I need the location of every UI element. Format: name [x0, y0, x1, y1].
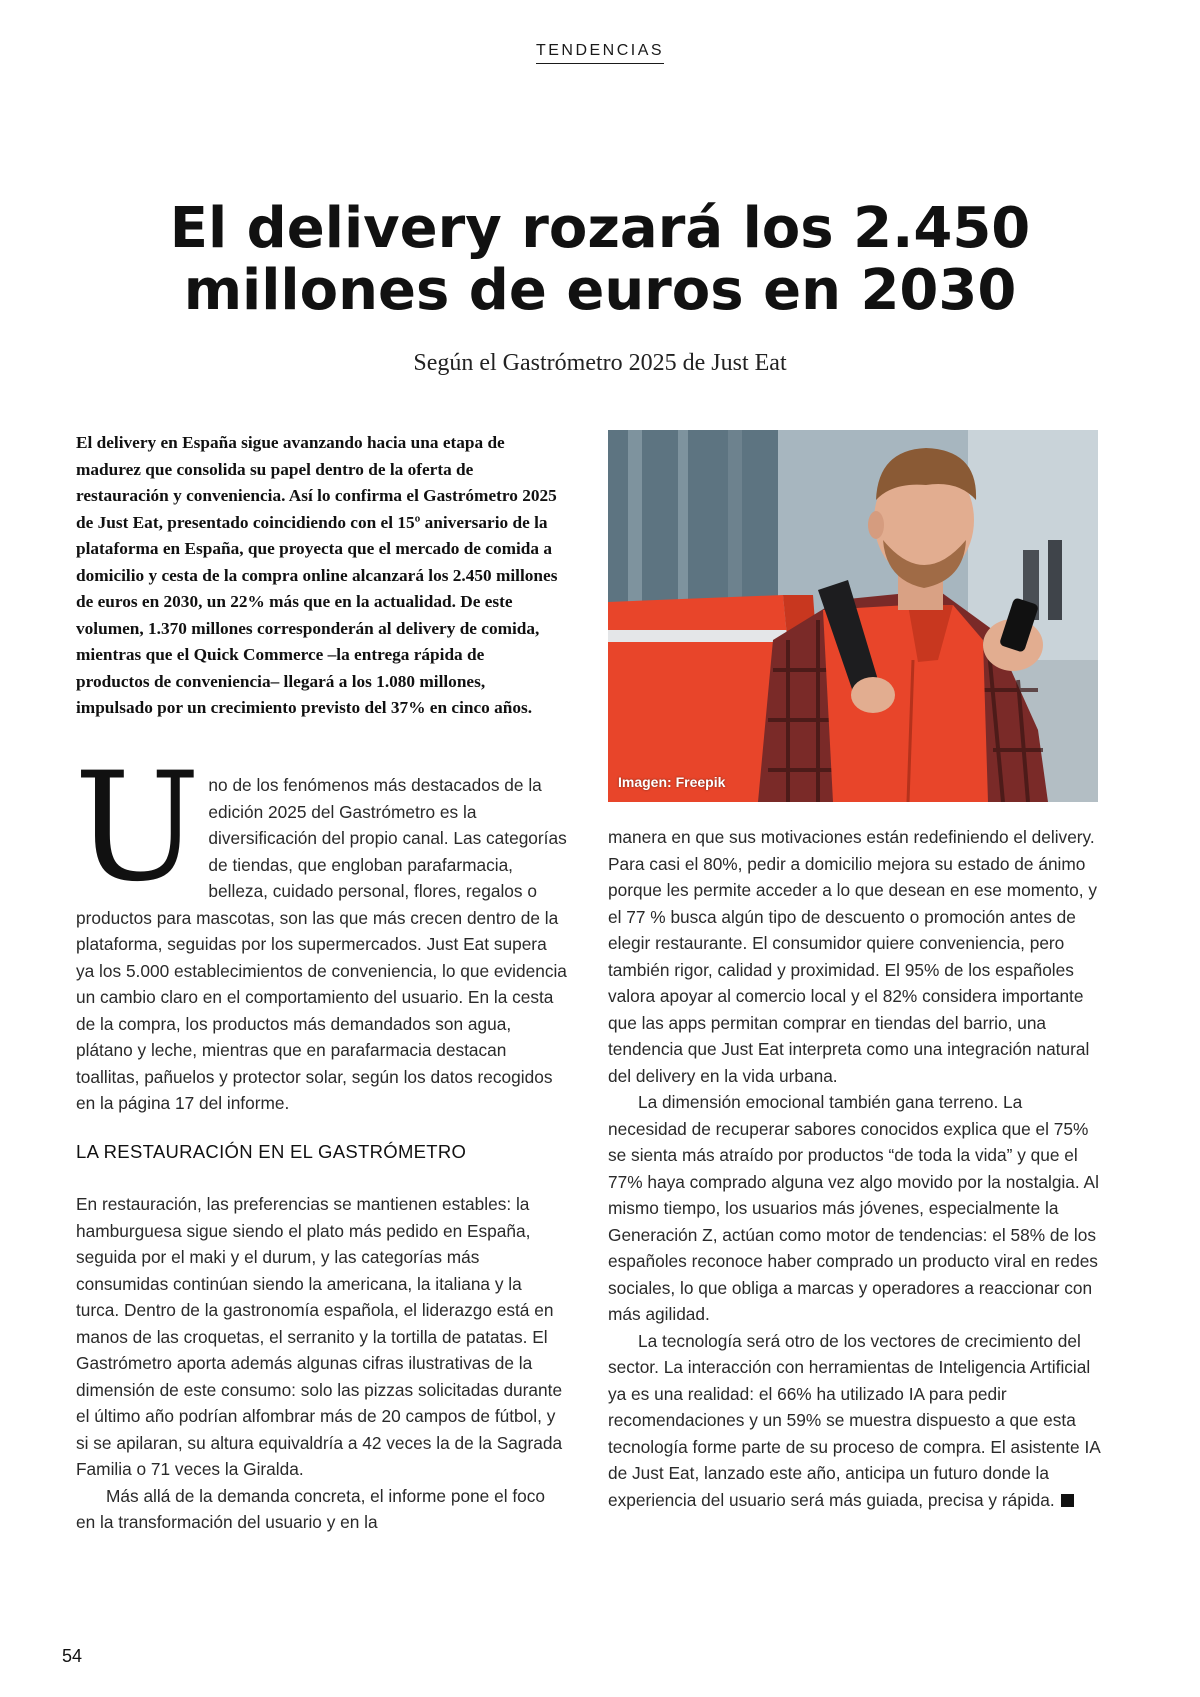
body-paragraph-1-text: no de los fenómenos más destacados de la edición 2025 del Gastrómetro es la diversificación del propio canal. Las categorías de tiendas, que engloban parafarmacia, belleza, cuidado personal, flores, regalos o productos para mascotas, son las que más crecen dentro de la plataforma, seguidas por los supermercados. Just Eat supera ya los 5.000 establecimientos de conveniencia, lo que evidencia un cambio claro en el comportamiento del usuario. En la cesta de la compra, los productos más demandados son agua, plátano y leche, mientras que en parafarmacia destacan toallitas, pañuelos y protector solar, según los datos recogidos en la página 17 del informe.: [76, 775, 567, 1113]
body-paragraph-2: En restauración, las preferencias se mantienen estables: la hamburguesa sigue siendo el plato más pedido en España, seguida por el maki y el durum, y las categorías más consumidas continúan siendo la americana, la italiana y la turca. Dentro de la gastronomía española, el liderazgo está en manos de las croquetas, el serranito y la tortilla de patatas. El Gastrómetro aporta además algunas cifras ilustrativas de la dimensión de este consumo: solo las pizzas solicitadas durante el último año podrían alfombrar más de 20 campos de fútbol, y si se apilaran, su altura equivaldría a 42 veces la de la Sagrada Familia o 71 veces la Giralda.: [76, 1194, 563, 1479]
section-label: [0, 42, 1200, 64]
article-headline: [60, 198, 1140, 322]
article-subtitle: Según el Gastrómetro 2025 de Just Eat: [413, 350, 787, 376]
end-of-article-mark: [1061, 1494, 1074, 1507]
article-photo: [608, 430, 1098, 802]
body-paragraph-5: La dimensión emocional también gana terreno. La necesidad de recuperar sabores conocidos explica que el 75% se sienta más atraído por productos “de toda la vida” y que el 77% haya comprado alguna vez algo movido por la nostalgia. Al mismo tiempo, los usuarios más jóvenes, especialmente la Generación Z, actúan como motor de tendencias: el 58% de los españoles reconoce haber comprado un producto viral en redes sociales, lo que obliga a marcas y operadores a reaccionar con más agilidad.: [608, 1092, 1099, 1324]
delivery-courier-illustration: [608, 430, 1098, 802]
left-column: [74, 741, 568, 1536]
body-paragraph-6-text: La tecnología será otro de los vectores de crecimiento del sector. La interacción con herramientas de Inteligencia Artificial ya es una realidad: el 66% ha utilizado IA para pedir recomendaciones y un 59% se muestra dispuesto a que esta tecnología forme parte de su proceso de compra. El asistente IA de Just Eat, lanzado este año, anticipa un futuro donde la experiencia del usuario será más guiada, precisa y rápida.: [608, 1330, 1100, 1510]
page-number: 54: [62, 1646, 83, 1666]
headline-line-2: millones de euros en 2030: [183, 258, 1017, 323]
body-paragraph-1: [74, 741, 568, 1117]
body-paragraph-3: Más allá de la demanda concreta, el informe pone el foco en la transformación del usuario y en la: [76, 1485, 546, 1532]
body-paragraph-4: manera en que sus motivaciones están redefiniendo el delivery. Para casi el 80%, pedir a domicilio mejora su estado de ánimo porque les permite acceder a lo que desean en ese momento, y el 77 % busca algún tipo de descuento o promoción antes de elegir restaurante. El consumidor quiere conveniencia, pero también rigor, calidad y proximidad. El 95% de los españoles valora apoyar al comercio local y el 82% considera importante que las apps permitan comprar en tiendas del barrio, una tendencia que Just Eat interpreta como una integración natural del delivery en la vida urbana.: [608, 827, 1097, 1086]
lead-paragraph: El delivery en España sigue avanzando hacia una etapa de madurez que consolida su papel dentro de la oferta de restauración y conveniencia. Así lo confirma el Gastrómetro 2025 de Just Eat, presentado coincidiendo con el 15º aniversario de la plataforma en España, que proyecta que el mercado de comida a domicilio y cesta de la compra online alcanzará los 2.450 millones de euros en 2030, un 22% más que en la actualidad. De este volumen, 1.370 millones corresponderán al delivery de comida, mientras que el Quick Commerce –la entrega rápida de productos de conveniencia– llegará a los 1.080 millones, impulsado por un crecimiento previsto del 37% en cinco años.: [76, 433, 558, 717]
section-subheading: LA RESTAURACIÓN EN EL GASTRÓMETRO: [76, 1140, 467, 1162]
section-label-text: TENDENCIAS: [536, 42, 664, 64]
drop-cap: U: [74, 741, 201, 915]
body-paragraph-6: [608, 1328, 1100, 1514]
photo-credit: Imagen: Freepik: [618, 774, 726, 790]
right-column: [608, 824, 1100, 1513]
headline-line-1: El delivery rozará los 2.450: [169, 196, 1031, 261]
